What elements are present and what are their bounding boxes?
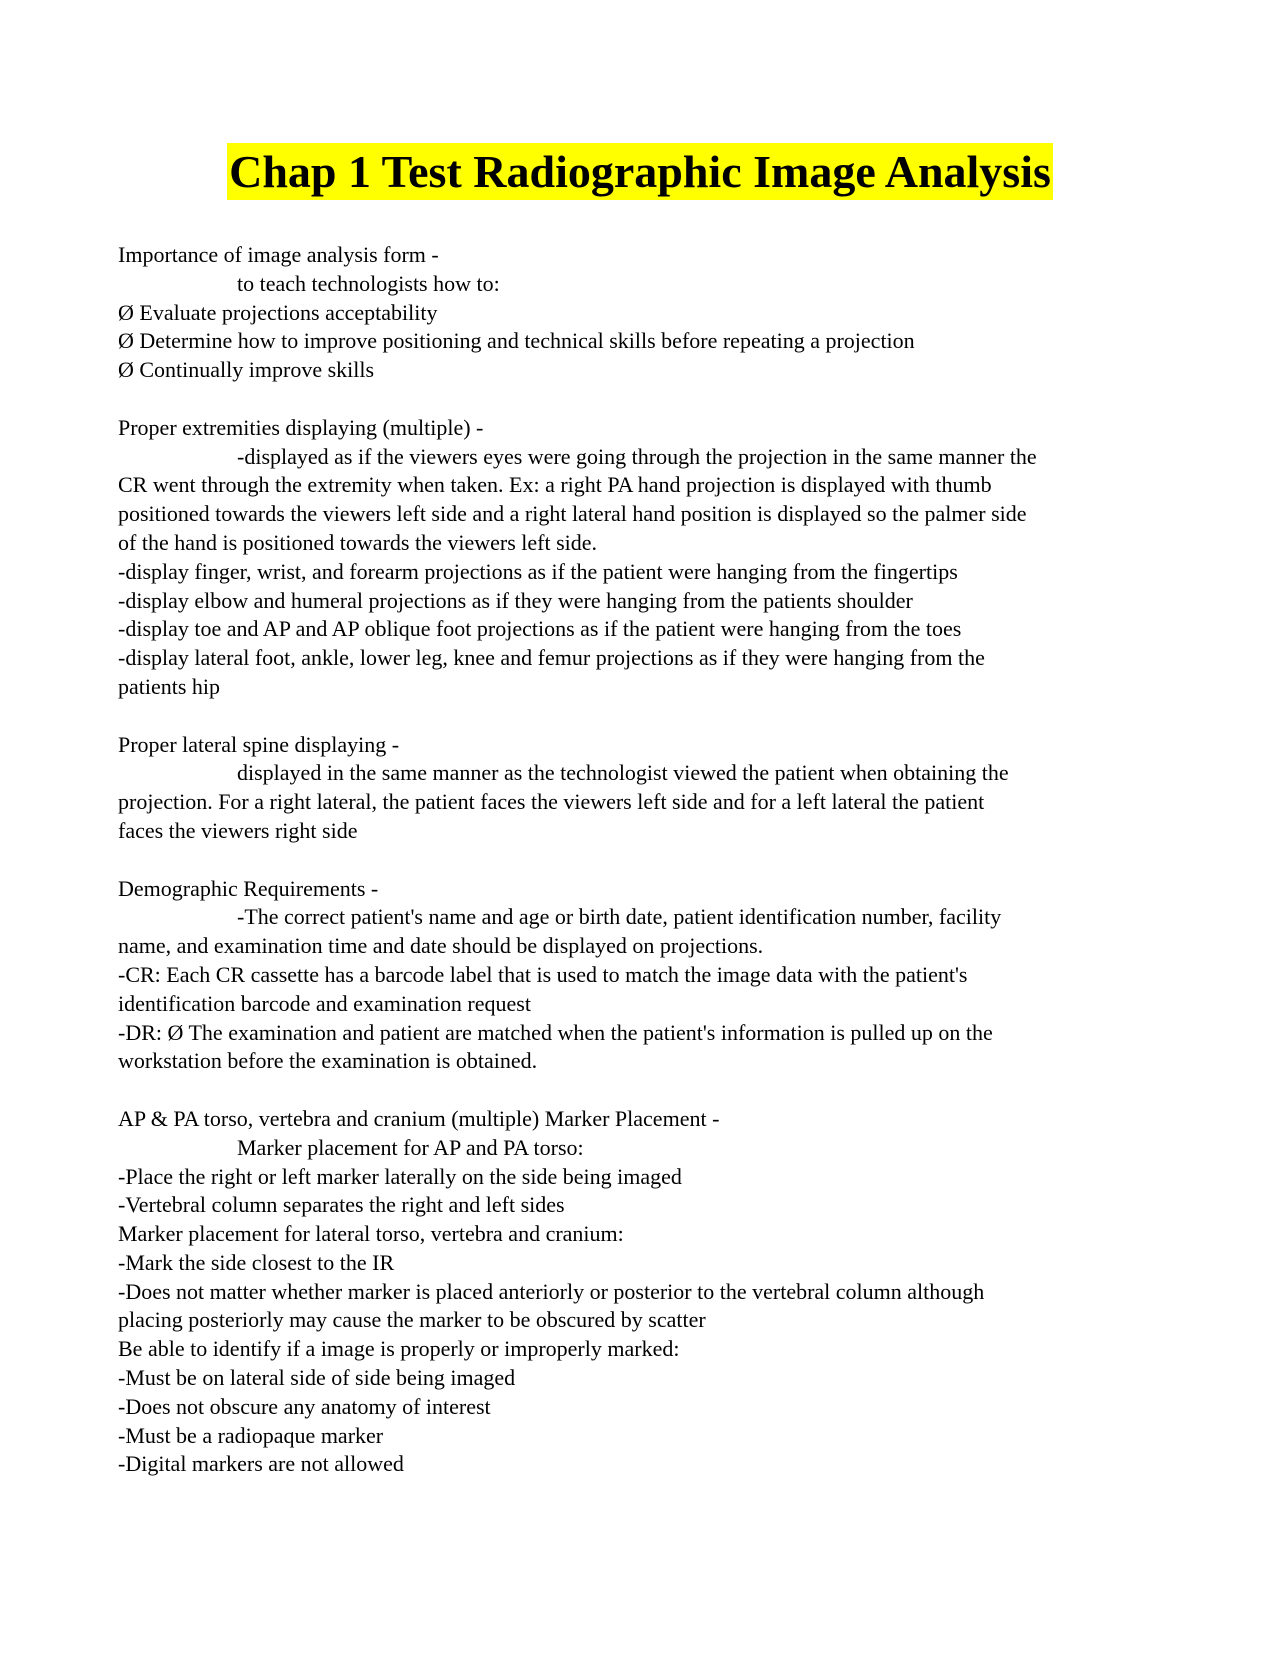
paragraph-line: projection. For a right lateral, the patient faces the viewers left side and for a left lateral the patient	[118, 789, 985, 815]
spacer	[118, 1076, 1178, 1105]
section-extremities-displaying	[118, 414, 1178, 702]
spacer	[118, 846, 1178, 875]
section-demographic-requirements	[118, 875, 1178, 1077]
section-marker-placement	[118, 1105, 1178, 1479]
paragraph-line: patients hip	[118, 673, 221, 699]
paragraph-line: -Vertebral column separates the right and left sides	[118, 1192, 565, 1218]
title-block	[0, 143, 1280, 200]
document-title: Chap 1 Test Radiographic Image Analysis	[227, 143, 1053, 200]
section-heading: AP & PA torso, vertebra and cranium (multiple) Marker Placement -	[118, 1105, 720, 1131]
paragraph-line: -displayed as if the viewers eyes were going through the projection in the same manner the	[237, 443, 1037, 469]
paragraph-line: -display lateral foot, ankle, lower leg, knee and femur projections as if they were hanging from the	[118, 645, 985, 671]
paragraph-line: positioned towards the viewers left side and a right lateral hand position is displayed so the palmer side	[118, 501, 1027, 527]
section-image-analysis-form	[118, 241, 1178, 385]
paragraph-line: -Does not matter whether marker is placed anteriorly or posterior to the vertebral column although	[118, 1278, 985, 1304]
paragraph-line: identification barcode and examination request	[118, 990, 531, 1016]
paragraph-line: Be able to identify if a image is properly or improperly marked:	[118, 1336, 680, 1362]
paragraph-line: -display toe and AP and AP oblique foot projections as if the patient were hanging from the toes	[118, 616, 962, 642]
section-heading: Proper extremities displaying (multiple) -	[118, 414, 484, 440]
paragraph-line: Marker placement for AP and PA torso:	[237, 1134, 584, 1160]
paragraph-line: -The correct patient's name and age or birth date, patient identification number, facility	[237, 904, 1002, 930]
section-heading: Proper lateral spine displaying -	[118, 731, 400, 757]
paragraph-line: to teach technologists how to:	[237, 270, 500, 296]
bullet-line: Ø Determine how to improve positioning and technical skills before repeating a projection	[118, 328, 915, 354]
spacer	[118, 385, 1178, 414]
document-body	[118, 241, 1178, 1479]
paragraph-line: -Digital markers are not allowed	[118, 1451, 404, 1477]
paragraph-line: faces the viewers right side	[118, 817, 358, 843]
bullet-line: Ø Continually improve skills	[118, 357, 375, 383]
paragraph-line: displayed in the same manner as the technologist viewed the patient when obtaining the	[237, 760, 1009, 786]
paragraph-line: -Place the right or left marker laterally on the side being imaged	[118, 1163, 682, 1189]
bullet-line: Ø Evaluate projections acceptability	[118, 299, 438, 325]
section-heading: Demographic Requirements -	[118, 875, 379, 901]
paragraph-line: -Must be a radiopaque marker	[118, 1422, 384, 1448]
paragraph-line: CR went through the extremity when taken. Ex: a right PA hand projection is displayed with thumb	[118, 472, 992, 498]
paragraph-line: -CR: Each CR cassette has a barcode label that is used to match the image data with the patient's	[118, 961, 968, 987]
paragraph-line: of the hand is positioned towards the viewers left side.	[118, 529, 598, 555]
paragraph-line: -display finger, wrist, and forearm projections as if the patient were hanging from the fingertips	[118, 558, 958, 584]
paragraph-line: -display elbow and humeral projections as if they were hanging from the patients shoulder	[118, 587, 913, 613]
paragraph-line: -Must be on lateral side of side being imaged	[118, 1365, 516, 1391]
paragraph-line: workstation before the examination is obtained.	[118, 1048, 538, 1074]
paragraph-line: -Mark the side closest to the IR	[118, 1249, 395, 1275]
paragraph-line: name, and examination time and date should be displayed on projections.	[118, 933, 764, 959]
section-heading: Importance of image analysis form -	[118, 242, 439, 267]
paragraph-line: -Does not obscure any anatomy of interest	[118, 1393, 491, 1419]
paragraph-line: -DR: Ø The examination and patient are matched when the patient's information is pulled up on the	[118, 1019, 993, 1045]
paragraph-line: placing posteriorly may cause the marker to be obscured by scatter	[118, 1307, 706, 1333]
section-lateral-spine-displaying	[118, 731, 1178, 846]
spacer	[118, 702, 1178, 731]
paragraph-line: Marker placement for lateral torso, vertebra and cranium:	[118, 1221, 624, 1247]
